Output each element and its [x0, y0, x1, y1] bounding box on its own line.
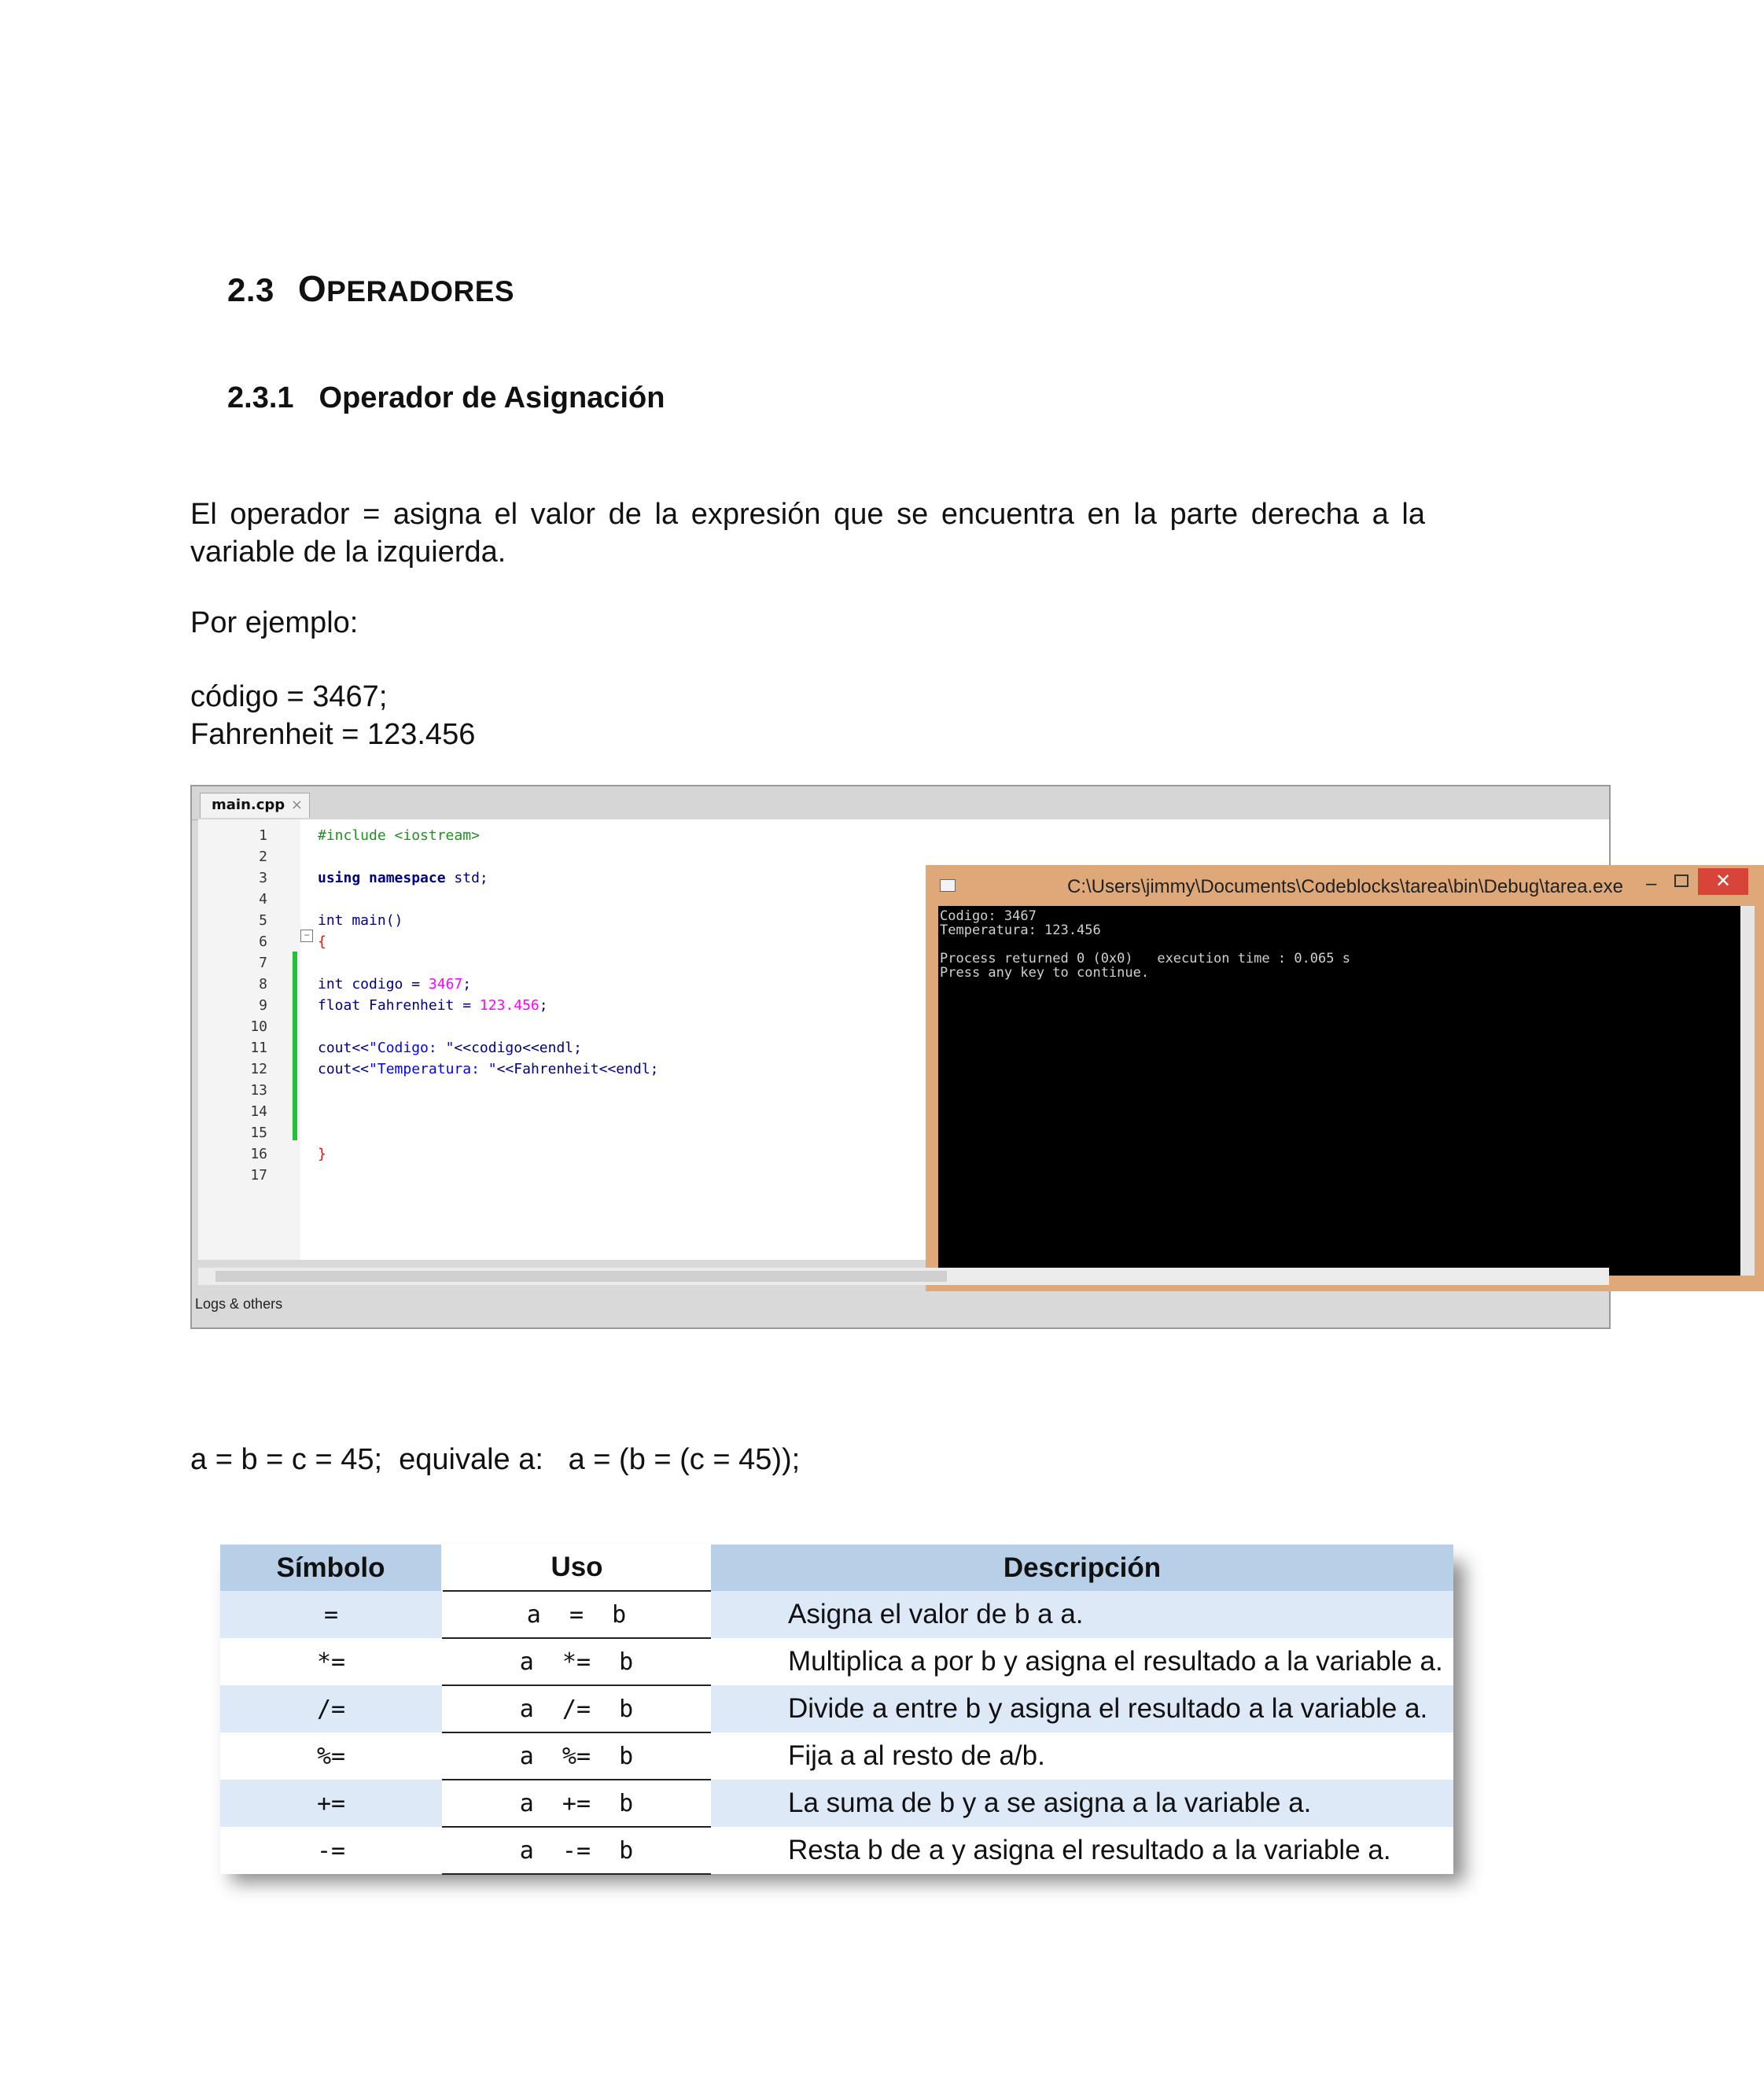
table-row — [220, 1591, 1453, 1638]
line-number: 7 — [259, 955, 267, 971]
line-number: 3 — [259, 870, 267, 886]
table-row — [220, 1685, 1453, 1732]
subsection-heading — [227, 381, 665, 415]
section-heading — [227, 267, 514, 310]
console-line-1: Codigo: 3467 — [940, 908, 1037, 924]
cell-description: Divide a entre b y asigna el resultado a la variable a. — [711, 1685, 1453, 1732]
cell-use: a -= b — [442, 1827, 711, 1874]
code-number: 3467 — [428, 976, 463, 992]
section-number: 2.3 — [227, 271, 274, 308]
line-number-gutter — [198, 819, 300, 1260]
close-icon[interactable]: ✕ — [1698, 868, 1748, 895]
code-string: "Codigo: " — [369, 1040, 455, 1056]
console-title: C:\Users\jimmy\Documents\Codeblocks\tarea\bin\Debug\tarea.exe — [1067, 876, 1623, 897]
line-number: 8 — [259, 976, 267, 992]
code-text: std; — [445, 870, 488, 886]
cell-use: a = b — [442, 1591, 711, 1638]
code-number: 123.456 — [479, 997, 540, 1014]
line-number: 17 — [250, 1167, 267, 1184]
cell-symbol: *= — [220, 1638, 442, 1685]
example-line-2: Fahrenheit = 123.456 — [190, 718, 476, 751]
line-number: 2 — [259, 849, 267, 865]
code-text: <<codigo<<endl; — [454, 1040, 582, 1056]
console-title-bar[interactable] — [926, 865, 1764, 906]
code-text: <<Fahrenheit<<endl; — [496, 1061, 659, 1077]
header-description: Descripción — [711, 1545, 1453, 1591]
code-text: ; — [539, 997, 548, 1014]
code-keyword: using namespace — [318, 870, 446, 886]
cell-description: Resta b de a y asigna el resultado a la variable a. — [711, 1827, 1453, 1874]
table-row — [220, 1732, 1453, 1780]
cell-use: a += b — [442, 1780, 711, 1827]
tab-label: main.cpp — [212, 797, 285, 813]
code-text: cout<< — [318, 1061, 370, 1077]
assignment-operators-table — [220, 1545, 1453, 1865]
table-row — [220, 1827, 1453, 1874]
console-scrollbar[interactable] — [1740, 906, 1755, 1276]
line-number: 4 — [259, 891, 267, 908]
header-symbol: Símbolo — [220, 1545, 442, 1591]
cell-use: a %= b — [442, 1732, 711, 1780]
code-line-1: #include <iostream> — [318, 827, 480, 844]
close-tab-icon[interactable]: × — [290, 797, 303, 813]
cell-symbol: = — [220, 1591, 442, 1638]
line-number: 1 — [259, 827, 267, 844]
line-number: 14 — [250, 1103, 267, 1120]
changed-lines-marker — [293, 952, 297, 1140]
cell-description: La suma de b y a se asigna a la variable a. — [711, 1780, 1453, 1827]
example-line-1: código = 3467; — [190, 680, 388, 713]
scrollbar-thumb[interactable] — [215, 1271, 947, 1282]
paragraph-example-label: Por ejemplo: — [190, 606, 359, 639]
table-row — [220, 1780, 1453, 1827]
subsection-number: 2.3.1 — [227, 381, 294, 414]
logs-panel-label[interactable]: Logs & others — [195, 1296, 283, 1312]
console-line-3: Process returned 0 (0x0) execution time : 0.065 s — [940, 951, 1350, 967]
code-editor[interactable] — [198, 819, 1732, 1260]
cell-symbol: -= — [220, 1827, 442, 1874]
line-number: 13 — [250, 1082, 267, 1099]
maximize-icon[interactable] — [1674, 874, 1689, 887]
table-row — [220, 1638, 1453, 1685]
code-string: "Temperatura: " — [369, 1061, 497, 1077]
code-text: int codigo = — [318, 976, 429, 992]
line-number: 9 — [259, 997, 267, 1014]
ide-screenshot — [190, 785, 1732, 1329]
code-text: ; — [462, 976, 472, 992]
tab-main-cpp[interactable] — [200, 793, 310, 818]
cell-symbol: %= — [220, 1732, 442, 1780]
editor-horizontal-scrollbar[interactable] — [198, 1268, 1609, 1285]
line-number: 16 — [250, 1146, 267, 1162]
line-number: 5 — [259, 912, 267, 929]
cell-description: Multiplica a por b y asigna el resultado a la variable a. — [711, 1638, 1453, 1685]
code-line-5: int main() — [318, 912, 403, 929]
paragraph-assignment-intro: El operador = asigna el valor de la expresión que se encuentra en la parte derecha a la variable de la izquierda. — [190, 498, 1425, 569]
minimize-icon[interactable]: – — [1646, 873, 1657, 894]
editor-tab-bar — [192, 786, 1609, 820]
header-use: Uso — [442, 1545, 711, 1591]
cell-symbol: += — [220, 1780, 442, 1827]
cell-use: a /= b — [442, 1685, 711, 1732]
cell-use: a *= b — [442, 1638, 711, 1685]
chained-assignment-example: a = b = c = 45; equivale a: a = (b = (c = 45)); — [190, 1443, 801, 1476]
code-text: float Fahrenheit = — [318, 997, 480, 1014]
code-line-12 — [318, 1061, 659, 1077]
line-number: 10 — [250, 1018, 267, 1035]
line-number: 11 — [250, 1040, 267, 1056]
console-window — [926, 865, 1764, 1291]
code-line-16: } — [318, 1146, 326, 1162]
code-line-8 — [318, 976, 471, 992]
line-number: 12 — [250, 1061, 267, 1077]
code-line-11 — [318, 1040, 582, 1056]
section-title-rest: PERADORES — [326, 275, 515, 307]
code-line-6: { — [318, 933, 326, 950]
console-line-4: Press any key to continue. — [940, 965, 1150, 981]
code-line-9 — [318, 997, 548, 1014]
section-title-initial: O — [297, 268, 327, 309]
line-number: 6 — [259, 933, 267, 950]
fold-toggle-icon[interactable]: − — [300, 930, 313, 942]
subsection-title: Operador de Asignación — [319, 381, 665, 414]
console-app-icon — [940, 879, 956, 892]
cell-description: Fija a al resto de a/b. — [711, 1732, 1453, 1780]
line-number: 15 — [250, 1125, 267, 1141]
code-text: cout<< — [318, 1040, 370, 1056]
cell-description: Asigna el valor de b a a. — [711, 1591, 1453, 1638]
code-line-3 — [318, 870, 488, 886]
console-line-2: Temperatura: 123.456 — [940, 922, 1101, 938]
console-output — [938, 906, 1740, 1276]
cell-symbol: /= — [220, 1685, 442, 1732]
